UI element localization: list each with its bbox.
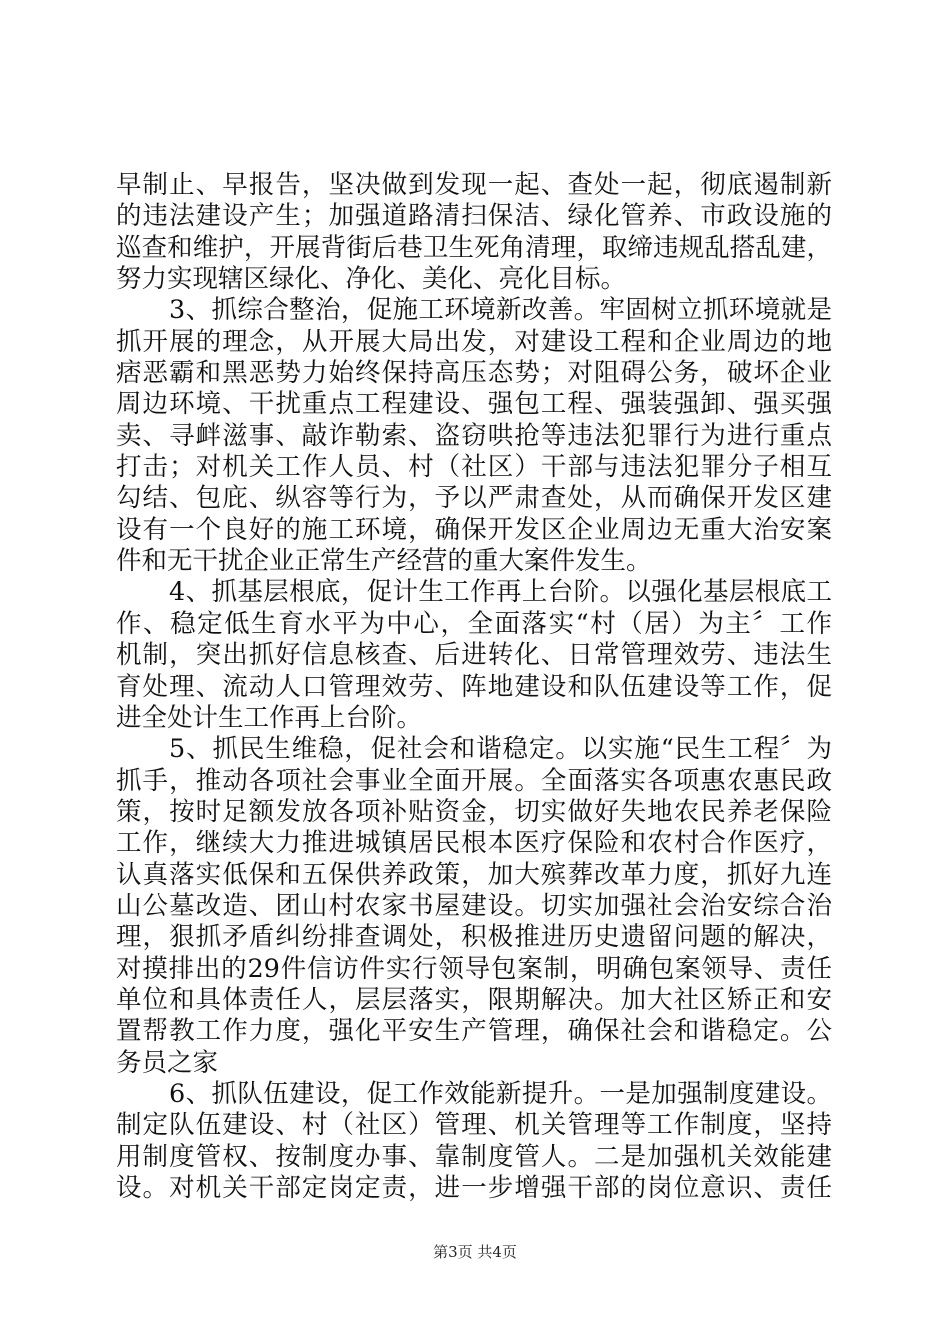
text-line: 抓开展的理念，从开展大局出发，对建设工程和企业周边的地 — [116, 326, 832, 357]
text-line: 工作，继续大力推进城镇居民根本医疗保险和农村合作医疗， — [116, 828, 832, 859]
text-line: 作、稳定低生育水平为中心，全面落实“村（居）为主〞工作 — [116, 608, 832, 639]
text-line: 打击；对机关工作人员、村（社区）干部与违法犯罪分子相互 — [116, 452, 832, 483]
text-line: 山公墓改造、团山村农家书屋建设。切实加强社会治安综合治 — [116, 890, 832, 921]
paragraph-4-first-line: 4、抓基层根底，促计生工作再上台阶。以强化基层根底工 — [169, 577, 832, 608]
text-line: 认真落实低保和五保供养政策，加大殡葬改革力度，抓好九连 — [116, 859, 832, 890]
text-line: 痞恶霸和黑恶势力始终保持高压态势；对阻碍公务，破坏企业 — [116, 358, 832, 389]
text-line: 育处理、流动人口管理效劳、阵地建设和队伍建设等工作，促 — [116, 671, 832, 702]
paragraph-3-first-line: 3、抓综合整治，促施工环境新改善。牢固树立抓环境就是 — [169, 295, 832, 326]
text-line: 用制度管权、按制度办事、靠制度管人。二是加强机关效能建 — [116, 1141, 832, 1172]
text-line: 设。对机关干部定岗定责，进一步增强干部的岗位意识、责任 — [116, 1173, 832, 1203]
page-number-current: 第3页 — [433, 1243, 473, 1261]
text-line: 理，狠抓矛盾纠纷排查调处，积极推进历史遗留问题的解决， — [116, 922, 832, 953]
text-line: 勾结、包庇、纵容等行为，予以严肃查处，从而确保开发区建 — [116, 483, 832, 514]
text-line: 进全处计生工作再上台阶。 — [116, 702, 423, 733]
text-line: 早制止、早报告，坚决做到发现一起、查处一起，彻底遏制新 — [116, 170, 832, 200]
text-line: 件和无干扰企业正常生产经营的重大案件发生。 — [116, 546, 652, 577]
text-line: 设有一个良好的施工环境，确保开发区企业周边无重大治安案 — [116, 514, 832, 545]
document-body — [116, 170, 832, 1204]
text-line: 卖、寻衅滋事、敲诈勒索、盗窃哄抢等违法犯罪行为进行重点 — [116, 420, 832, 451]
text-line: 制定队伍建设、村（社区）管理、机关管理等工作制度，坚持 — [116, 1110, 832, 1141]
text-line: 策，按时足额发放各项补贴资金，切实做好失地农民养老保险 — [116, 796, 832, 827]
text-line: 抓手，推动各项社会事业全面开展。全面落实各项惠农惠民政 — [116, 765, 832, 796]
text-line: 周边环境、干扰重点工程建设、强包工程、强装强卸、强买强 — [116, 389, 832, 420]
text-line: 努力实现辖区绿化、净化、美化、亮化目标。 — [116, 264, 627, 295]
text-line: 机制，突出抓好信息核查、后进转化、日常管理效劳、违法生 — [116, 640, 832, 671]
text-line: 单位和具体责任人，层层落实，限期解决。加大社区矫正和安 — [116, 984, 832, 1015]
text-line: 置帮教工作力度，强化平安生产管理，确保社会和谐稳定。公 — [116, 1016, 832, 1047]
page-number-total: 共4页 — [477, 1243, 517, 1261]
text-line: 务员之家 — [116, 1047, 219, 1078]
text-line: 的违法建设产生；加强道路清扫保洁、绿化管养、市政设施的 — [116, 201, 832, 232]
paragraph-5-first-line: 5、抓民生维稳，促社会和谐稳定。以实施“民生工程〞为 — [169, 734, 832, 765]
page-footer — [0, 1242, 950, 1262]
text-line: 巡查和维护，开展背街后巷卫生死角清理，取缔违规乱搭乱建， — [116, 232, 832, 263]
paragraph-6-first-line: 6、抓队伍建设，促工作效能新提升。一是加强制度建设。 — [169, 1078, 832, 1109]
text-line: 对摸排出的29件信访件实行领导包案制，明确包案领导、责任 — [116, 953, 832, 984]
